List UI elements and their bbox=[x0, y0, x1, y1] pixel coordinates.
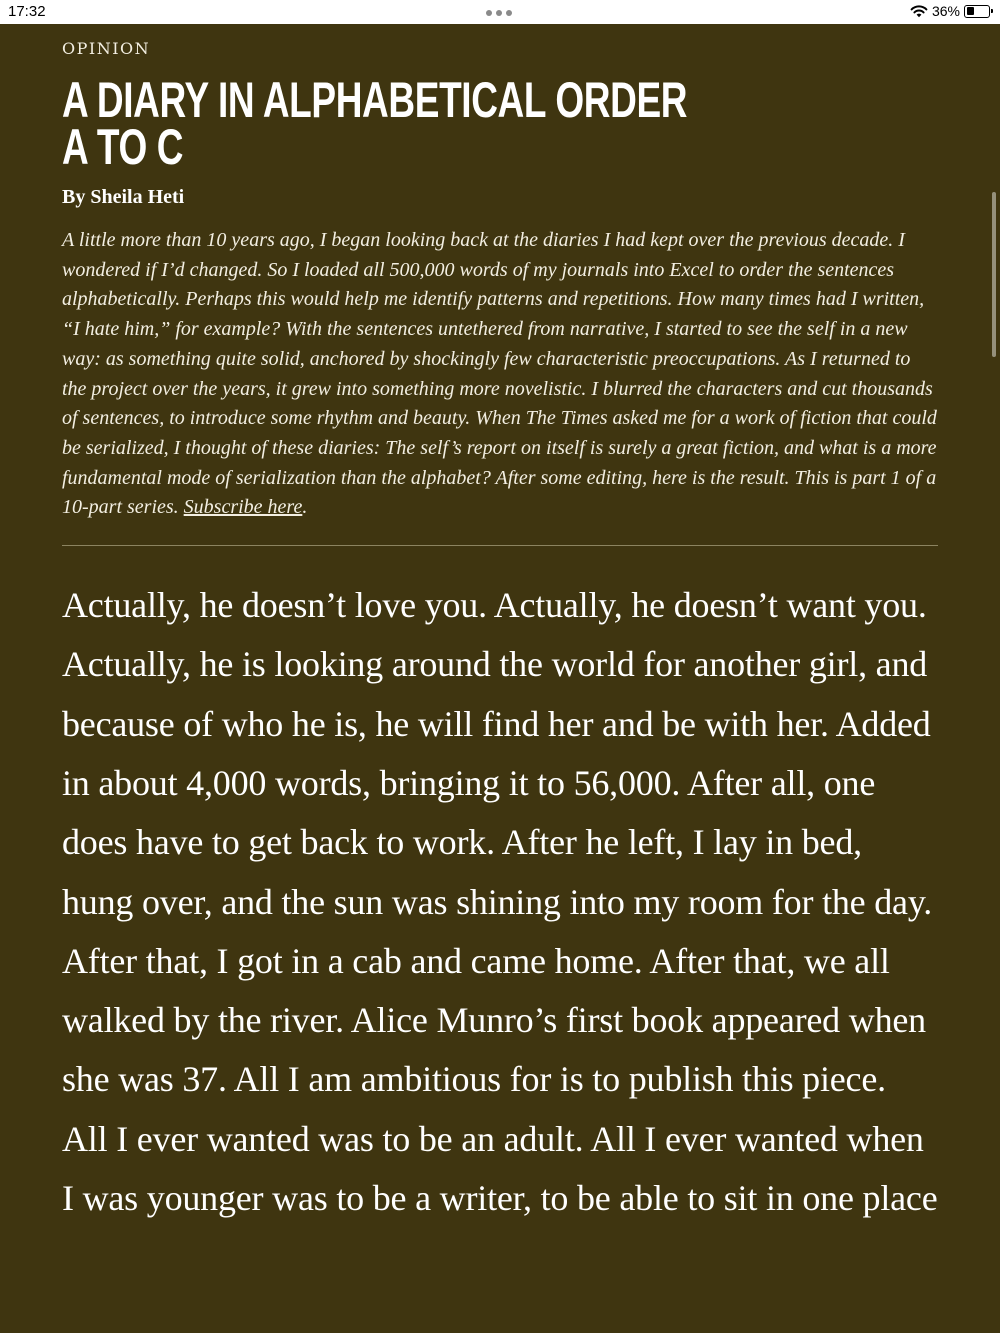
subscribe-link[interactable]: Subscribe here bbox=[183, 496, 303, 519]
status-time: 17:32 bbox=[8, 3, 46, 20]
battery-icon bbox=[964, 5, 990, 18]
article bbox=[62, 24, 938, 1228]
headline-line-1: A DIARY IN ALPHABETICAL ORDER bbox=[62, 72, 688, 128]
wifi-icon bbox=[910, 4, 928, 18]
article-body: Actually, he doesn’t love you. Actually, he doesn’t want you. Actually, he is looking around the world for another girl, and because of who he is, he will find her and be with her. Added in about 4,000 words, bringing it to 56,000. After all, one does have to get back to work. After he left, I lay in bed, hung over, and the sun was shining into my room for the day. After that, I got in a cab and came home. After that, we all walked by the river. Alice Munro’s first book appeared when she was 37. All I am ambitious for is to publish this piece. All I ever wanted was to be an adult. All I ever wanted when I was younger was to be a writer, to be able to sit in one place bbox=[62, 585, 938, 1218]
divider bbox=[62, 545, 938, 546]
multitasking-dots-icon[interactable] bbox=[486, 10, 512, 16]
article-headline bbox=[62, 72, 710, 175]
article-intro bbox=[62, 226, 938, 523]
status-indicators bbox=[910, 3, 990, 19]
headline-line-2: A TO C bbox=[62, 119, 184, 175]
scroll-indicator[interactable] bbox=[992, 192, 996, 357]
byline: By Sheila Heti bbox=[62, 186, 185, 208]
battery-percent: 36% bbox=[931, 3, 960, 19]
section-label[interactable]: OPINION bbox=[62, 39, 151, 58]
intro-end: . bbox=[302, 496, 308, 519]
intro-text: A little more than 10 years ago, I began looking back at the diaries I had kept over the previous decade. I wondered if I’d changed. So I loaded all 500,000 words of my journals into Excel to order the sentences alphabetically. Perhaps this would help me identify patterns and repetitions. How many times had I written, “I hate him,” for example? With the sentences untethered from narrative, I started to see the self in a new way: as something quite solid, anchored by shockingly few characteristic preoccupations. As I returned to the project over the years, it grew into something more novelistic. I blurred the characters and cut thousands of sentences, to introduce some rhythm and beauty. When The Times asked me for a work of fiction that could be serialized, I thought of these diaries: The self’s report on itself is surely a great fiction, and what is a more fundamental mode of serialization than the alphabet? After some editing, here is the result. This is part 1 of a 10-part series. bbox=[62, 229, 937, 519]
status-bar bbox=[0, 0, 1000, 24]
